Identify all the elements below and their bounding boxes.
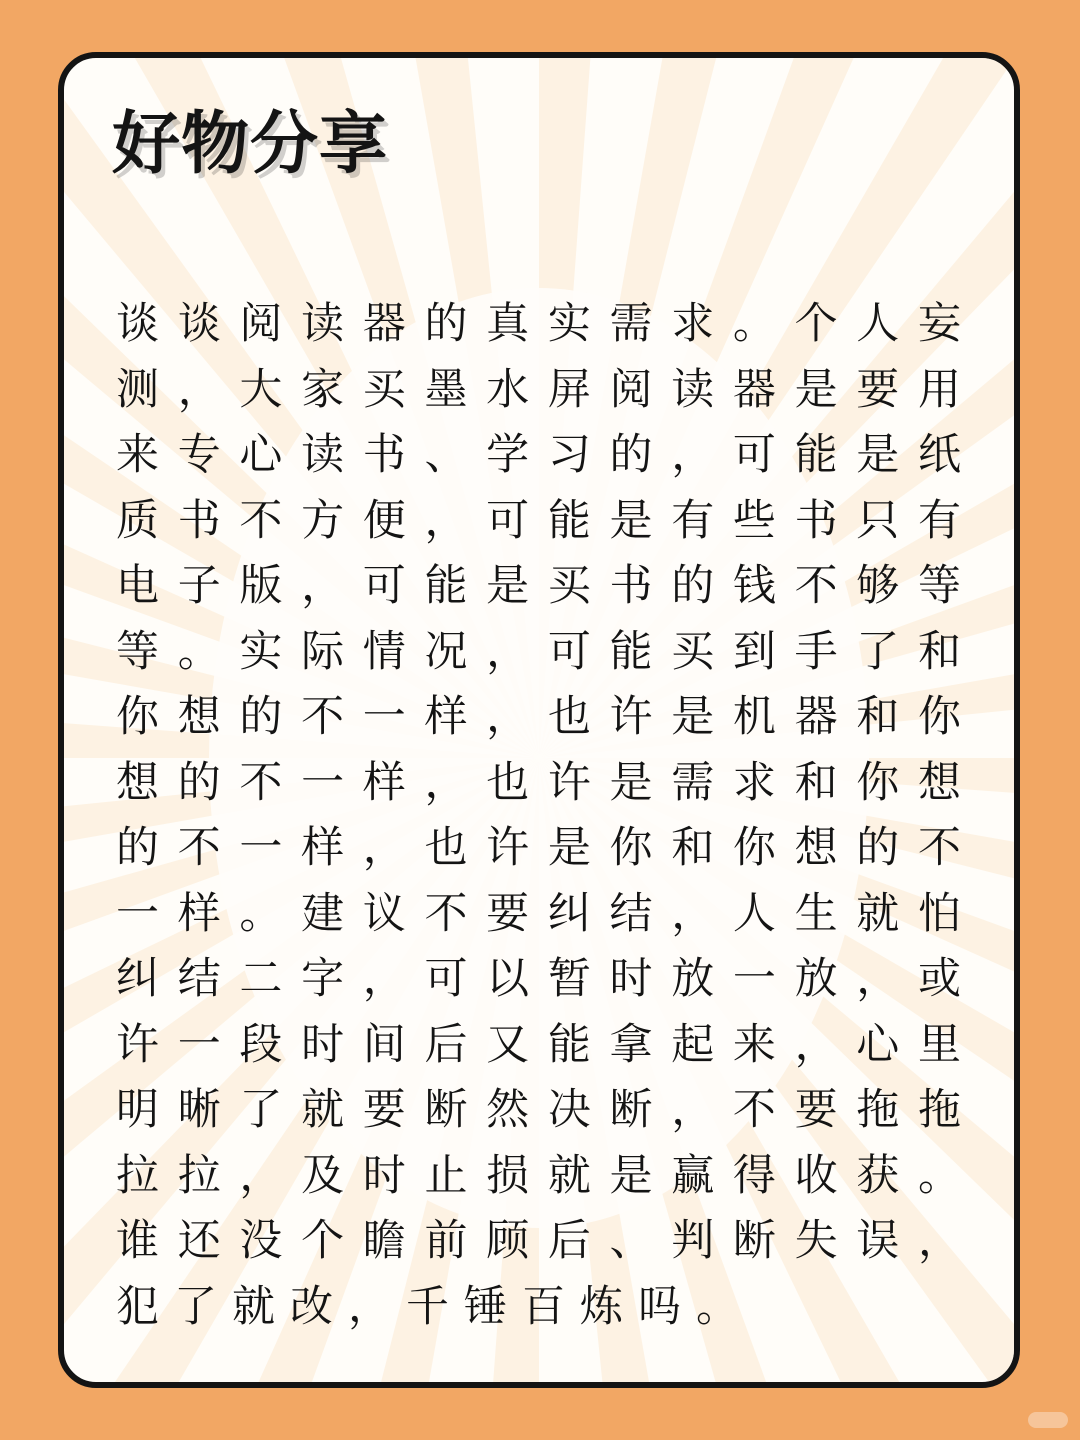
- page-title: 好物分享: [112, 105, 389, 184]
- watermark-logo: [1028, 1412, 1068, 1428]
- content-card: [58, 52, 1020, 1388]
- body-paragraph: 谈谈阅读器的真实需求。个人妄测，大家买墨水屏阅读器是要用来专心读书、学习的，可能是纸质书不方便，可能是有些书只有电子版，可能是买书的钱不够等等。实际情况，可能买到手了和你想的不一样，也许是机器和你想的不一样，也许是需求和你想的不一样，也许是你和你想的不一样。建议不要纠结，人生就怕纠结二字，可以暂时放一放，或许一段时间后又能拿起来，心里明晰了就要断然决断，不要拖拖拉拉，及时止损就是赢得收获。谁还没个瞻前顾后、判断失误，犯了就改，千锤百炼吗。: [116, 299, 976, 1332]
